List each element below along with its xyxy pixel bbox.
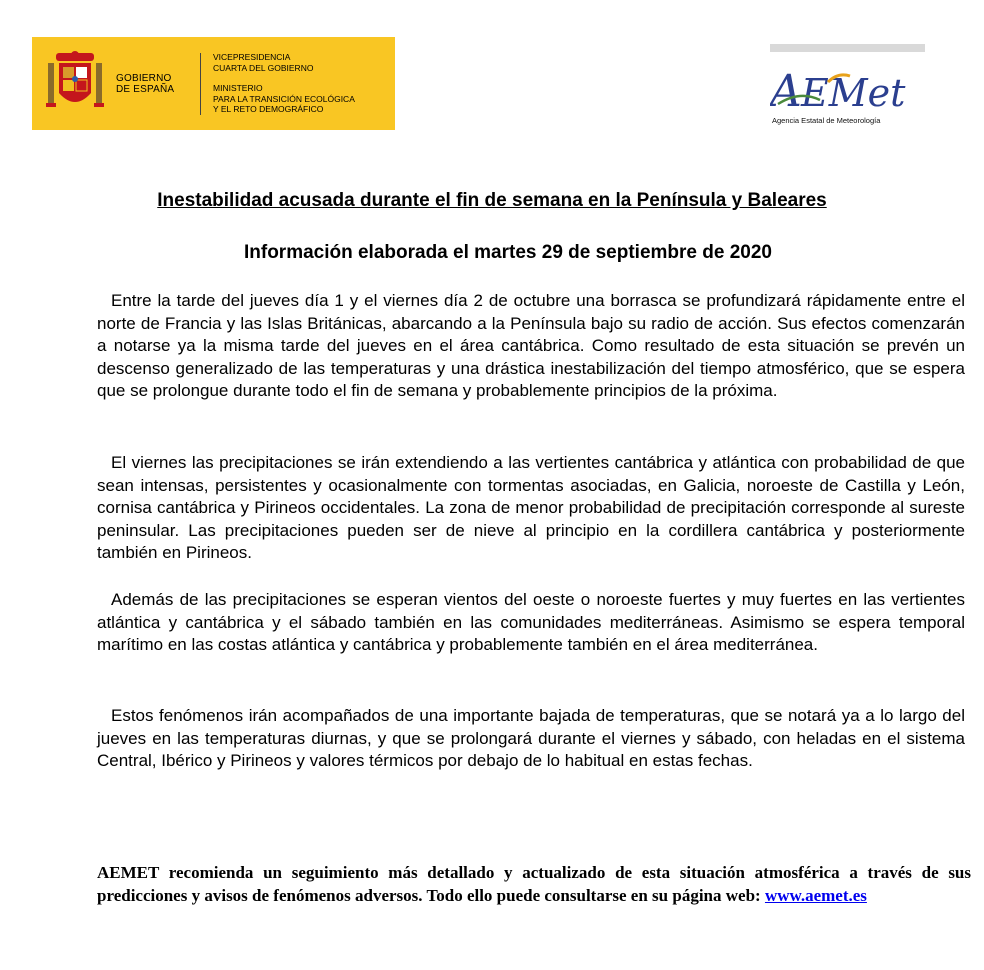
footer-text: AEMET recomienda un seguimiento más detallado y actualizado de esta situación atmosférica a través de sus predicciones y avisos de fenómenos adversos. Todo ello puede consultarse en su página web: — [97, 863, 971, 905]
government-banner — [32, 37, 395, 130]
svg-text:A: A — [770, 66, 802, 116]
banner-divider — [200, 53, 201, 115]
gobierno-de-espana-label: GOBIERNO DE ESPAÑA — [116, 72, 175, 95]
aemet-subtitle: Agencia Estatal de Meteorología — [772, 116, 881, 125]
coat-of-arms-icon — [46, 49, 104, 119]
body-paragraph: Estos fenómenos irán acompañados de una importante bajada de temperaturas, que se notará ya a lo largo del jueves en las temperaturas diurnas, y que se prolongará durante el viernes y sábado, con heladas en el sistema Central, Ibérico y Pirineos y valores térmicos por debajo de lo habitual en estas fechas. — [97, 706, 965, 770]
document-subtitle: Información elaborada el martes 29 de septiembre de 2020 — [243, 242, 772, 263]
aemet-website-link[interactable]: www.aemet.es — [764, 885, 867, 905]
body-paragraph: El viernes las precipitaciones se irán extendiendo a las vertientes cantábrica y atlántica con probabilidad de que sean intensas, persistentes y ocasionalmente con tormentas asociadas, en Galicia, noroeste de Castilla y León, cornisa cantábrica y Pirineos occidentales. La zona de menor probabilidad de precipitación corresponde al sureste peninsular. Las precipitaciones pueden ser de nieve al principio en la cordillera cantábrica y posteriormente también en Pirineos. — [97, 453, 965, 562]
ministry-line: Y EL RETO DEMOGRÁFICO — [213, 104, 324, 115]
footer-recommendation — [97, 862, 971, 907]
body-paragraph: Además de las precipitaciones se esperan vientos del oeste o noroeste fuertes y muy fuertes en las vertientes atlántica y cantábrica y el sábado también en las comunidades mediterráneas. Asimismo se espera temporal marítimo en las costas atlántica y cantábrica y probablemente también en el área mediterránea. — [97, 590, 965, 654]
vicepresidency-line: CUARTA DEL GOBIERNO — [213, 62, 314, 73]
document-title: Inestabilidad acusada durante el fin de semana en la Península y Baleares — [157, 190, 827, 211]
aemet-logo — [770, 44, 926, 126]
vicepresidency-line: VICEPRESIDENCIA — [213, 52, 291, 63]
aemet-wordmark-icon — [770, 60, 926, 116]
ministry-line: MINISTERIO — [213, 83, 263, 94]
ministry-line: PARA LA TRANSICIÓN ECOLÓGICA — [213, 93, 355, 104]
aemet-top-bar — [770, 44, 925, 52]
svg-text:EMet: EMet — [801, 71, 906, 115]
body-paragraph: Entre la tarde del jueves día 1 y el viernes día 2 de octubre una borrasca se profundizará rápidamente entre el norte de Francia y las Islas Británicas, abarcando a la Península bajo su radio de acción. Sus efectos comenzarán a notarse ya la misma tarde del jueves en el área cantábrica. Como resultado de esta situación se prevén un descenso generalizado de las temperaturas y una drástica inestabilización del tiempo atmosférico, que se espera que se prolongue durante todo el fin de semana y probablemente principios de la próxima. — [97, 291, 965, 400]
ministry-block — [213, 52, 355, 115]
